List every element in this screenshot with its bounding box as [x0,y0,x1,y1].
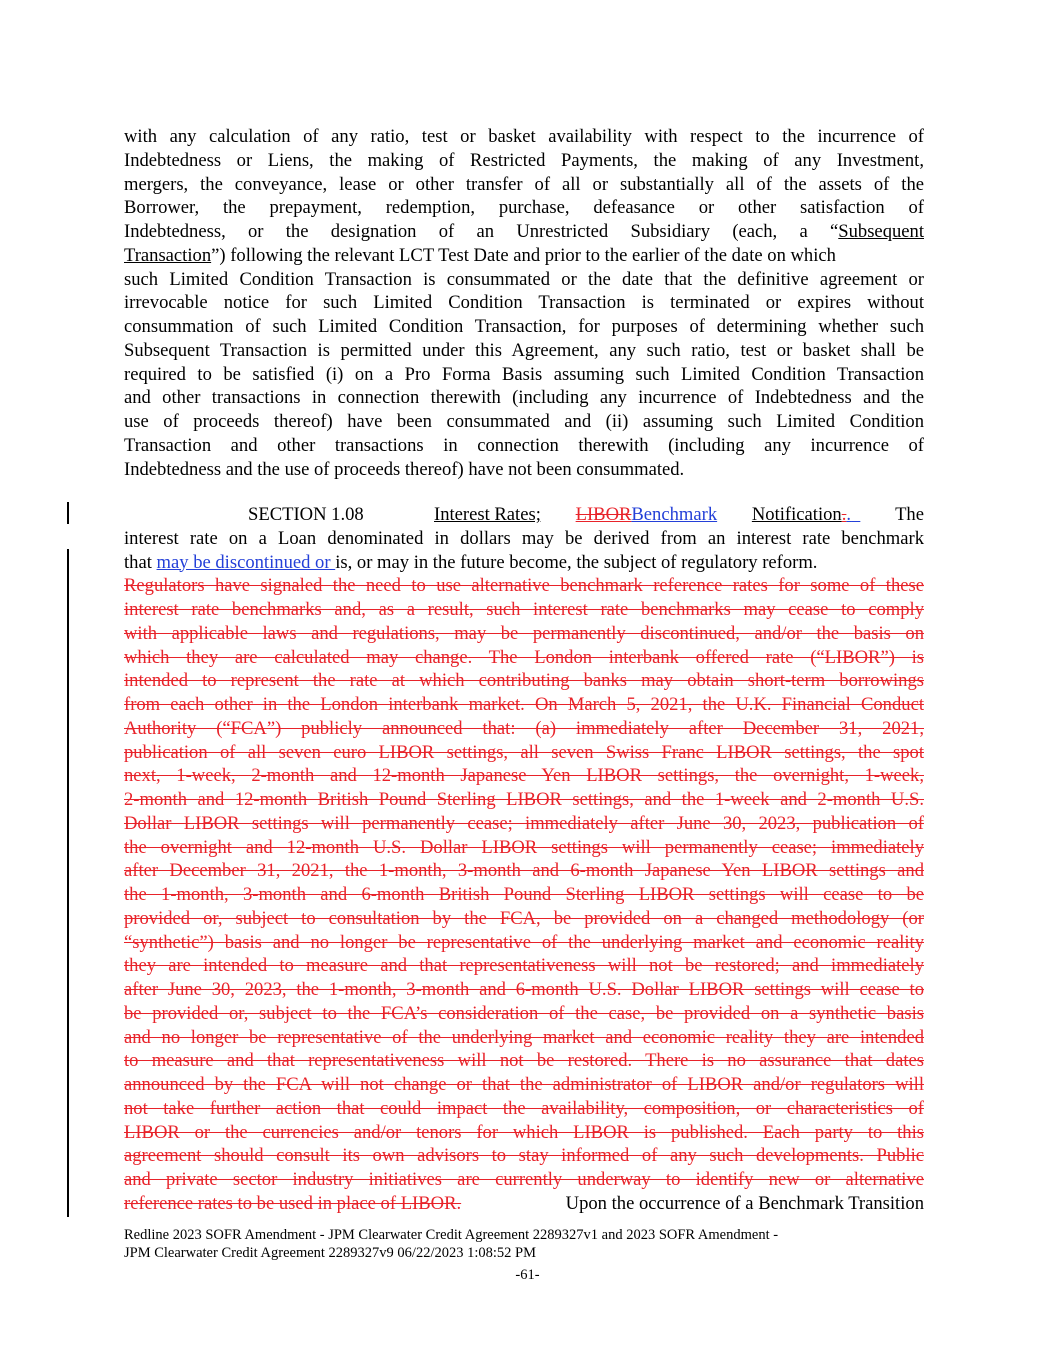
text-line: interest rate on a Loan denominated in dollars may be derived from an interest rate benchmark [124,527,924,549]
page-number: -61- [515,1267,540,1283]
section-heading [434,503,924,527]
deleted-line: and private sector industry initiatives are currently underway to identify new or alternative [124,1169,924,1190]
text-segment: is, or may in the future become, the subject of regulatory reform. [335,551,818,573]
inserted-text: may be discontinued or [156,551,336,573]
deleted-line: next, 1-week, 2-month and 12-month Japanese Yen LIBOR settings, the overnight, 1-week, [124,765,924,787]
redline-footer [124,1226,924,1262]
text-line: Subsequent Transaction is permitted under this Agreement, any such ratio, test or basket shall be [124,339,924,361]
defined-term: Transaction [124,244,212,266]
deleted-line: not take further action that could impact the availability, composition, or characteristics of [124,1097,924,1119]
text-segment: Upon the occurrence of a Benchmark Transition [565,1192,924,1214]
deleted-line: Authority (“FCA”) publicly announced that: (a) immediately after December 31, 2021, [124,717,924,739]
text-line: Indebtedness and the use of proceeds thereof) have not been consummated. [124,458,685,480]
deleted-line: Dollar LIBOR settings will permanently cease; immediately after June 30, 2023, publication of [124,812,924,834]
text-line: with any calculation of any ratio, test or basket availability with respect to the incurrence of [124,126,924,147]
deleted-line: 2-month and 12-month British Pound Sterling LIBOR settings, and the 1-week and 2-month U.S. [124,789,924,810]
heading-text: Interest Rates; [434,504,541,525]
deleted-line: to measure and that representativeness will not be restored. There is no assurance that dates [124,1050,924,1072]
section-number: SECTION 1.08 [248,504,364,525]
text-segment: that [124,551,157,573]
text-segment: The [895,504,924,525]
deleted-line: the 1-month, 3-month and 6-month British Pound Sterling LIBOR settings will cease to be [124,884,924,905]
deleted-line: agreement should consult its own advisors to stay informed of any such developments. Public [124,1145,924,1167]
deleted-line: after December 31, 2021, the 1-month, 3-month and 6-month Japanese Yen LIBOR settings and [124,860,924,882]
deleted-text: reference rates to be used in place of LIBOR. [124,1192,462,1214]
heading-text: Notification [751,504,842,525]
defined-term: Subsequent [838,221,924,242]
section-heading-line [124,503,924,527]
text-line: consummation of such Limited Condition Transaction, for purposes of determining whether such [124,316,924,337]
deleted-text: . [841,504,847,525]
text-line [124,220,924,244]
footer-line: Redline 2023 SOFR Amendment - JPM Clearwater Credit Agreement 2289327v1 and 2023 SOFR Amendment - [124,1227,779,1243]
heading-notification [752,503,860,527]
text-line: irrevocable notice for such Limited Condition Transaction is terminated or expires without [124,292,924,314]
deleted-line: Regulators have signaled the need to use alternative benchmark reference rates for some of these [124,575,924,597]
text-segment: Indebtedness, or the designation of an Unrestricted Subsidiary (each, a “ [124,221,839,242]
text-line: and other transactions in connection therewith (including any incurrence of Indebtedness and the [124,387,924,409]
heading-change [576,503,718,527]
deleted-line: which they are calculated may change. The London interbank offered rate (“LIBOR”) is [124,646,924,668]
paragraph-limited-condition [124,125,924,481]
text-segment: ”) following the relevant LCT Test Date and prior to the earlier of the date on which [211,244,836,266]
change-bar [67,502,69,524]
section-1-08 [124,503,924,1216]
text-line: required to be satisfied (i) on a Pro Forma Basis assuming such Limited Condition Transaction [124,363,924,385]
text-line: use of proceeds thereof) have been consummated and (ii) assuming such Limited Condition [124,411,924,432]
text-line [124,551,924,575]
deleted-line: interest rate benchmarks and, as a result, such interest rate benchmarks may cease to comply [124,599,924,620]
text-line: Transaction and other transactions in connection therewith (including any incurrence of [124,434,924,456]
deleted-line: announced by the FCA will not change or that the administrator of LIBOR and/or regulators will [124,1074,924,1095]
inserted-text: . [846,504,852,525]
footer-line: JPM Clearwater Credit Agreement 2289327v9 06/22/2023 1:08:52 PM [124,1245,537,1261]
deleted-line: “synthetic”) basis and no longer be representative of the underlying market and economic reality [124,931,924,953]
text-line: Indebtedness or Liens, the making of Restricted Payments, the making of any Investment, [124,149,924,171]
change-bar [67,549,69,1217]
text-line: Borrower, the prepayment, redemption, purchase, defeasance or other satisfaction of [124,197,924,219]
deleted-line: they are intended to measure and that representativeness will not be restored; and immediately [124,955,924,977]
text-line [124,244,924,268]
deleted-line: the overnight and 12-month U.S. Dollar LIBOR settings will permanently cease; immediately [124,836,924,858]
text-line [124,1192,924,1216]
deleted-line: with applicable laws and regulations, may be permanently discontinued, and/or the basis on [124,622,924,644]
text-line: such Limited Condition Transaction is consummated or the date that the definitive agreement or [124,268,924,290]
deleted-line: and no longer be representative of the underlying market and economic reality they are intended [124,1026,924,1048]
deleted-line: LIBOR or the currencies and/or tenors for which LIBOR is published. Each party to this [124,1121,924,1143]
deleted-line: publication of all seven euro LIBOR settings, all seven Swiss Franc LIBOR settings, the spot [124,741,924,763]
deleted-line: after June 30, 2023, the 1-month, 3-month and 6-month U.S. Dollar LIBOR settings will cease to [124,979,924,1000]
deleted-line: from each other in the London interbank market. On March 5, 2021, the U.K. Financial Conduct [124,694,924,715]
deleted-text: LIBOR [575,504,632,525]
deleted-line: be provided or, subject to the FCA’s consideration of the case, be provided on a synthetic basis [124,1002,924,1024]
text-line: mergers, the conveyance, lease or other transfer of all or substantially all of the assets of the [124,173,924,195]
deleted-line: intended to represent the rate at which contributing banks may obtain short-term borrowings [124,670,924,692]
inserted-text: Benchmark [631,504,718,525]
deleted-line: provided or, subject to consultation by the FCA, be provided on a changed methodology (or [124,907,924,929]
